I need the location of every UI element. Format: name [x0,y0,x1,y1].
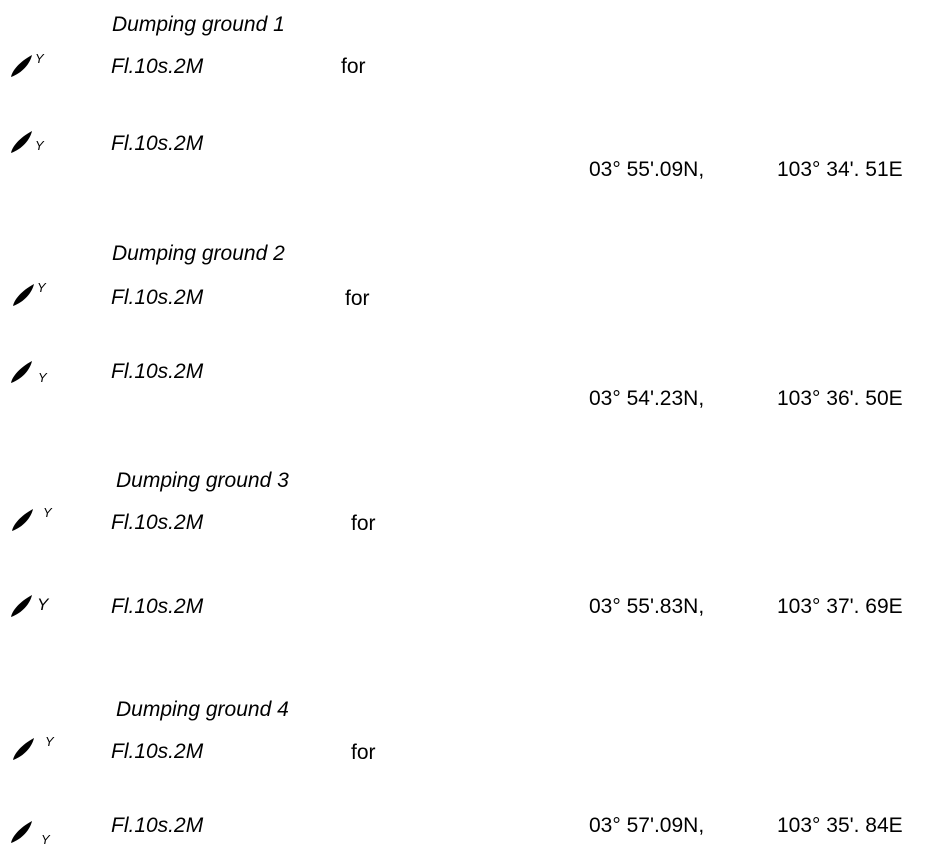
buoy-symbol-icon [8,816,68,856]
latitude: 03° 55'.09N, [589,158,705,181]
buoy-letter: Y [35,138,44,153]
light-characteristic: Fl.10s.2M [111,132,204,155]
light-characteristic: Fl.10s.2M [111,286,204,309]
for-label: for [341,55,366,78]
light-characteristic: Fl.10s.2M [111,360,204,383]
buoy-letter: Y [37,280,46,295]
buoy-symbol-icon [10,735,70,775]
dumping-ground-title: Dumping ground 4 [116,698,289,721]
light-characteristic: Fl.10s.2M [111,511,204,534]
dumping-ground-title: Dumping ground 3 [116,469,289,492]
buoy-letter: Y [45,734,54,749]
latitude: 03° 57'.09N, [589,814,705,837]
dumping-ground-title: Dumping ground 1 [112,13,285,36]
longitude: 103° 37'. 69E [777,595,903,618]
buoy-symbol-icon [8,126,68,166]
buoy-symbol-icon [8,590,68,630]
light-characteristic: Fl.10s.2M [111,740,204,763]
longitude: 103° 34'. 51E [777,158,903,181]
buoy-symbol-icon [10,281,70,321]
buoy-symbol-icon [8,52,68,92]
longitude: 103° 35'. 84E [777,814,903,837]
light-characteristic: Fl.10s.2M [111,814,204,837]
buoy-letter: Y [38,370,47,385]
for-label: for [345,287,370,310]
latitude: 03° 55'.83N, [589,595,705,618]
buoy-letter: Y [41,832,50,847]
latitude: 03° 54'.23N, [589,387,705,410]
light-characteristic: Fl.10s.2M [111,55,204,78]
for-label: for [351,741,376,764]
buoy-symbol-icon [8,356,68,396]
buoy-letter: Y [35,51,44,66]
buoy-letter: Y [37,595,49,614]
longitude: 103° 36'. 50E [777,387,903,410]
dumping-ground-title: Dumping ground 2 [112,242,285,265]
light-characteristic: Fl.10s.2M [111,595,204,618]
buoy-symbol-icon [9,506,69,546]
buoy-letter: Y [43,505,52,520]
for-label: for [351,512,376,535]
